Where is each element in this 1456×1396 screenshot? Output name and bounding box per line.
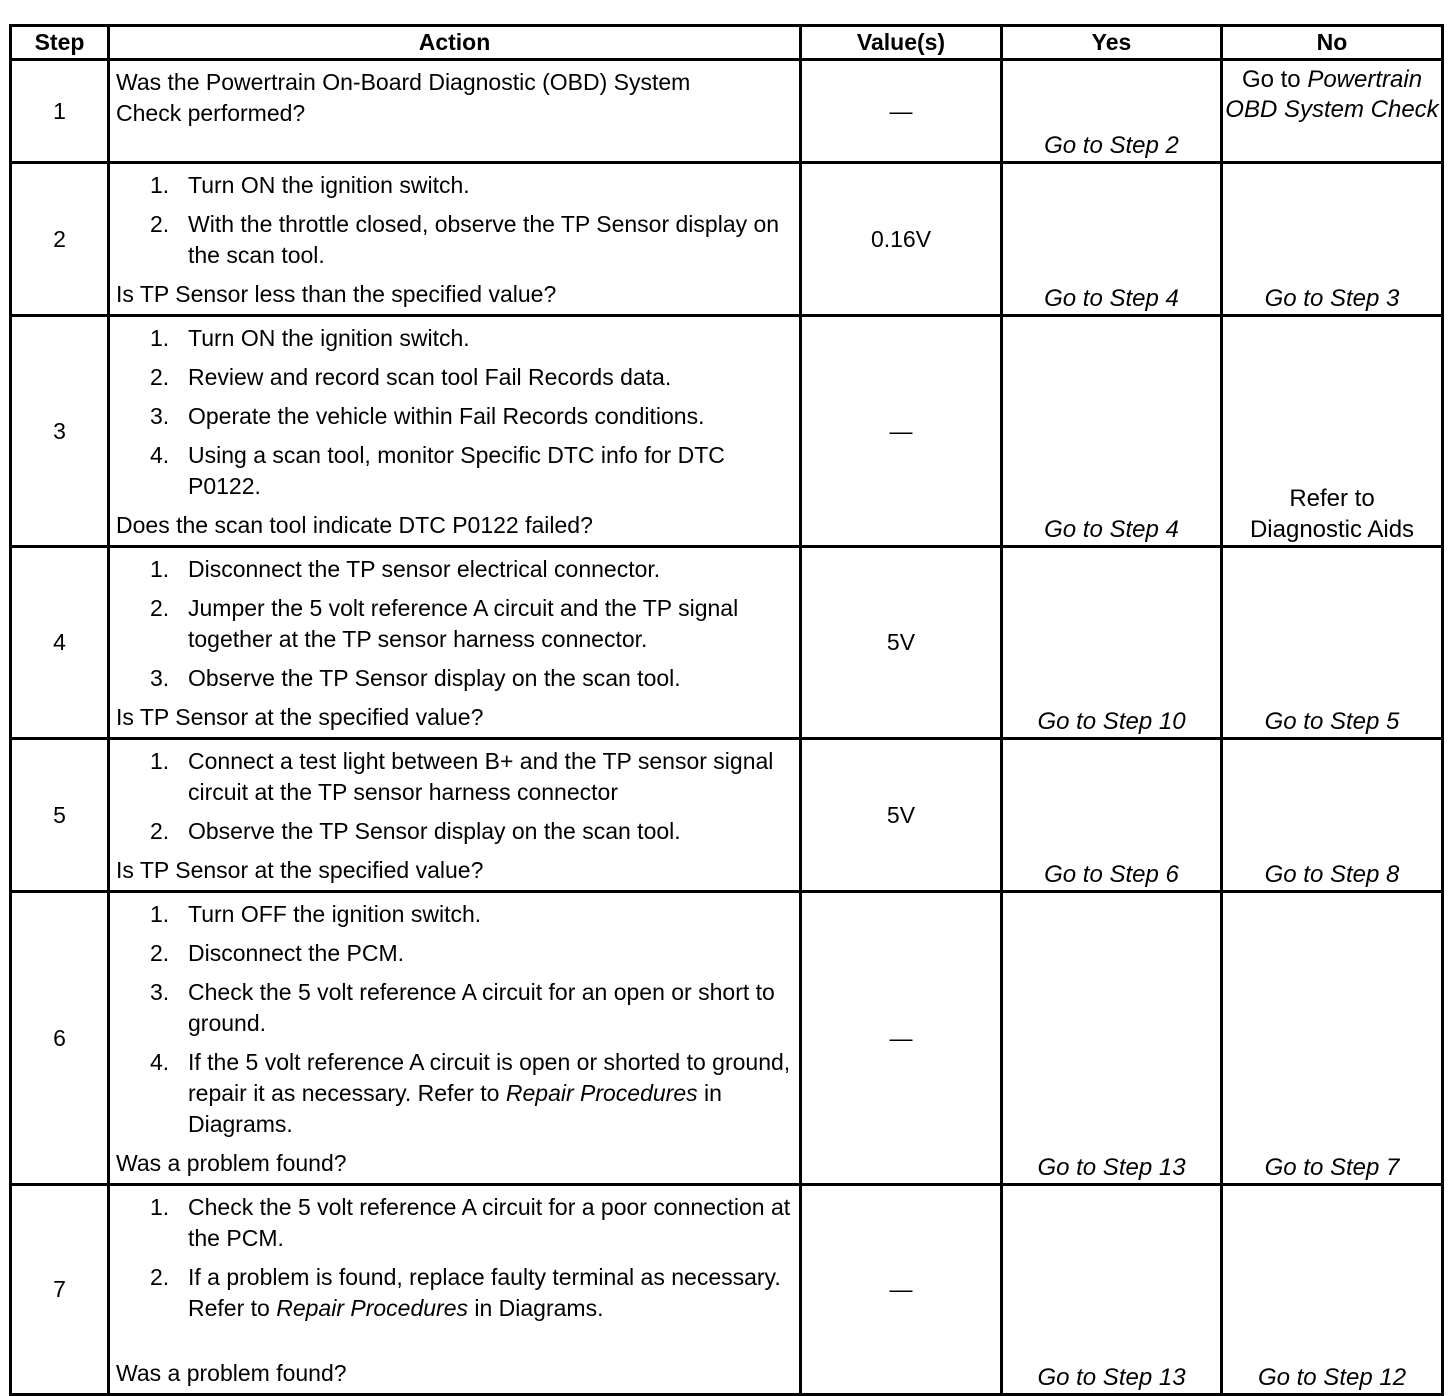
no-prefix: Go to — [1241, 66, 1301, 93]
spacer — [116, 1332, 793, 1358]
no-cell: Go to Step 12 — [1222, 1185, 1443, 1395]
no-cell: Go to Step 3 — [1222, 163, 1443, 316]
step-number: 7 — [11, 1185, 109, 1395]
substep: 4. If the 5 volt reference A circuit is open or shorted to ground, repair it as necessary. Refer to Repair Procedures in Diagrams. — [150, 1049, 791, 1137]
action-question: Is TP Sensor at the specified value? — [116, 857, 484, 883]
header-no: No — [1222, 26, 1443, 60]
value-cell: 0.16V — [801, 163, 1002, 316]
substep: 3. Observe the TP Sensor display on the scan tool. — [150, 665, 681, 691]
substep: 1. Turn ON the ignition switch. — [150, 325, 470, 351]
yes-cell: Go to Step 10 — [1002, 547, 1222, 739]
no-cell: Go to Step 5 — [1222, 547, 1443, 739]
substep: 1. Check the 5 volt reference A circuit for a poor connection at the PCM. — [150, 1194, 791, 1251]
substep-list — [116, 1192, 793, 1324]
table-row — [11, 892, 1443, 1185]
substep: 2. With the throttle closed, observe the TP Sensor display on the scan tool. — [150, 211, 780, 268]
no-cell: Refer to Diagnostic Aids — [1222, 316, 1443, 547]
no-cell: Go to Step 7 — [1222, 892, 1443, 1185]
no-cell: Go to Step 8 — [1222, 739, 1443, 892]
yes-cell: Go to Step 4 — [1002, 316, 1222, 547]
value-cell: 5V — [801, 547, 1002, 739]
header-yes: Yes — [1002, 26, 1222, 60]
italic-reference: Repair Procedures — [505, 1080, 698, 1106]
substep: 2. Observe the TP Sensor display on the scan tool. — [150, 818, 681, 844]
yes-cell: Go to Step 13 — [1002, 892, 1222, 1185]
action-question: Is TP Sensor less than the specified value? — [116, 281, 557, 307]
yes-cell — [1002, 60, 1222, 163]
yes-text: Go to Step 2 — [1044, 132, 1179, 159]
substep: 1. Connect a test light between B+ and the TP sensor signal circuit at the TP sensor harness connector — [150, 748, 774, 805]
action-question: Was the Powertrain On-Board Diagnostic (OBD) System Check performed? — [116, 69, 691, 126]
step-number: 5 — [11, 739, 109, 892]
substep: 3. Operate the vehicle within Fail Records conditions. — [150, 403, 705, 429]
substep-list — [116, 746, 793, 847]
diagnostic-table — [9, 24, 1444, 1396]
action-cell — [109, 316, 801, 547]
action-question: Was a problem found? — [116, 1150, 347, 1176]
table-row — [11, 739, 1443, 892]
action-cell — [109, 1185, 801, 1395]
table-row — [11, 60, 1443, 163]
action-cell — [109, 547, 801, 739]
header-action: Action — [109, 26, 801, 60]
table-row — [11, 1185, 1443, 1395]
substep-list — [116, 170, 793, 271]
action-cell — [109, 739, 801, 892]
substep-list — [116, 899, 793, 1140]
italic-reference: Repair Procedures — [276, 1295, 468, 1321]
action-cell — [109, 892, 801, 1185]
substep: 2. Disconnect the PCM. — [150, 940, 405, 966]
substep: 2. If a problem is found, replace faulty terminal as necessary. Refer to Repair Procedures in Diagrams. — [150, 1264, 781, 1321]
no-cell — [1222, 60, 1443, 163]
table-row — [11, 547, 1443, 739]
header-values: Value(s) — [801, 26, 1002, 60]
substep: 1. Turn OFF the ignition switch. — [150, 901, 482, 927]
yes-cell: Go to Step 6 — [1002, 739, 1222, 892]
step-number: 4 — [11, 547, 109, 739]
value-cell: — — [801, 60, 1002, 163]
step-number: 2 — [11, 163, 109, 316]
value-cell: 5V — [801, 739, 1002, 892]
substep-list — [116, 554, 793, 694]
substep: 4. Using a scan tool, monitor Specific DTC info for DTC P0122. — [150, 442, 725, 499]
header-step: Step — [11, 26, 109, 60]
action-cell — [109, 60, 801, 163]
substep: 3. Check the 5 volt reference A circuit for an open or short to ground. — [150, 979, 775, 1036]
no-italic-text: Powertrain OBD System Check — [1225, 66, 1439, 123]
substep: 1. Disconnect the TP sensor electrical connector. — [150, 556, 661, 582]
yes-cell: Go to Step 13 — [1002, 1185, 1222, 1395]
action-question: Is TP Sensor at the specified value? — [116, 704, 484, 730]
yes-cell: Go to Step 4 — [1002, 163, 1222, 316]
step-number: 3 — [11, 316, 109, 547]
table-row — [11, 163, 1443, 316]
substep: 2. Jumper the 5 volt reference A circuit and the TP signal together at the TP sensor harness connector. — [150, 595, 739, 652]
step-number: 6 — [11, 892, 109, 1185]
step-number: 1 — [11, 60, 109, 163]
value-cell: — — [801, 1185, 1002, 1395]
value-cell: — — [801, 892, 1002, 1185]
value-cell: — — [801, 316, 1002, 547]
table-row — [11, 316, 1443, 547]
action-cell — [109, 163, 801, 316]
action-question: Does the scan tool indicate DTC P0122 failed? — [116, 512, 593, 538]
substep-list — [116, 323, 793, 502]
substep: 1. Turn ON the ignition switch. — [150, 172, 470, 198]
header-row — [11, 26, 1443, 60]
substep: 2. Review and record scan tool Fail Records data. — [150, 364, 672, 390]
action-question: Was a problem found? — [116, 1360, 347, 1386]
